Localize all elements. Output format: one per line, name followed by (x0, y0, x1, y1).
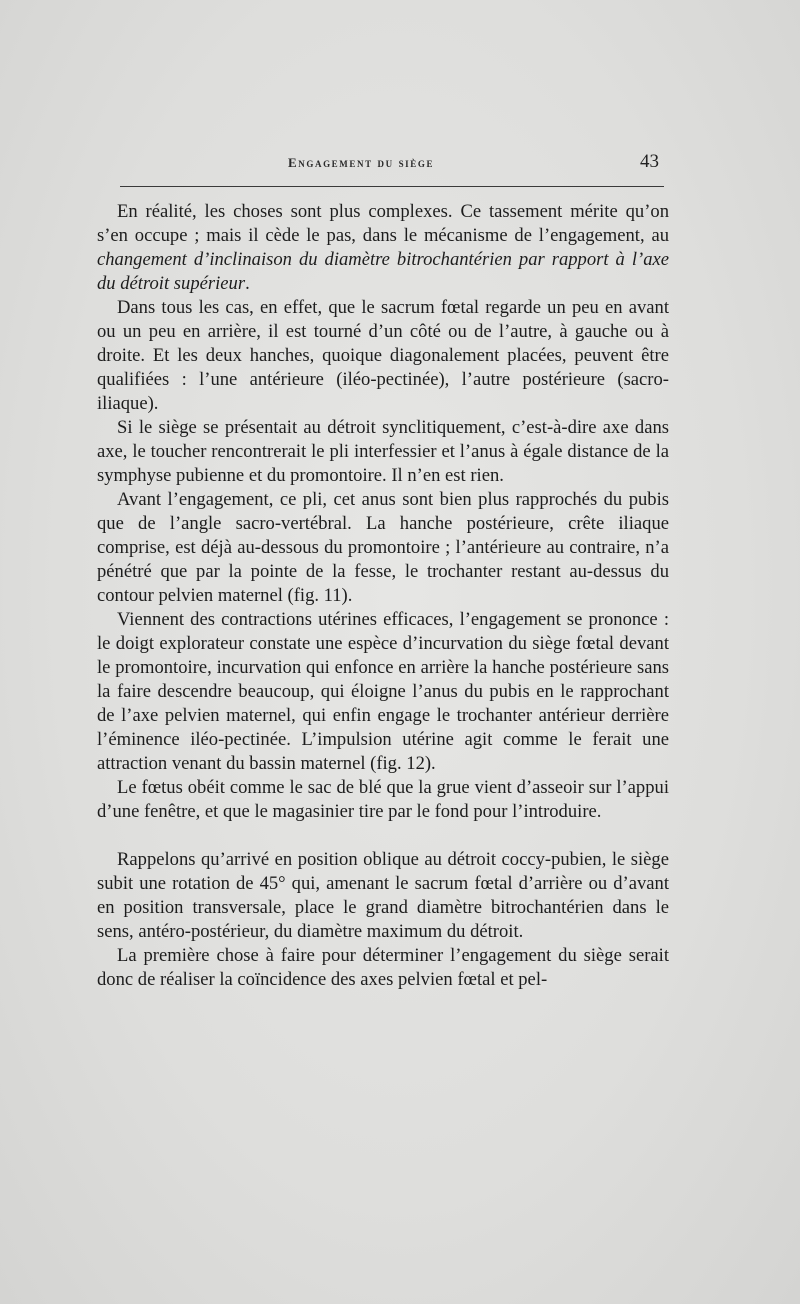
paragraph-7: Rappelons qu’arrivé en position oblique au détroit coccy-pubien, le siège subit une rotation de 45° qui, amenant le sacrum fœtal d’arrière ou d’avant en position transversale, place le grand diamètre bitrochantérien dans le sens, antéro-postérieur, du diamètre maximum du détroit. (97, 849, 669, 942)
paragraph-1 (97, 200, 669, 296)
page-number: 43 (640, 151, 659, 172)
paragraph-1-italic: changement d’inclinaison du diamètre bitrochantérien par rapport à l’axe du détroit supérieur (97, 249, 669, 294)
body-text (97, 200, 669, 992)
paragraph-3: Si le siège se présentait au détroit synclitiquement, c’est-à-dire axe dans axe, le toucher rencontrerait le pli interfessier et l’anus à égale distance de la symphyse pubienne et du promontoire. Il n’en est rien. (97, 417, 669, 486)
paragraph-4: Avant l’engagement, ce pli, cet anus sont bien plus rapprochés du pubis que de l’angle sacro-vertébral. La hanche postérieure, crête iliaque comprise, est déjà au-dessous du promontoire ; l’antérieure au contraire, n’a pénétré que par la pointe de la fesse, le trochanter restant au-dessus du contour pelvien maternel (fig. 11). (97, 489, 669, 606)
running-title: Engagement du siège (288, 155, 435, 170)
paragraph-2: Dans tous les cas, en effet, que le sacrum fœtal regarde un peu en avant ou un peu en arrière, il est tourné d’un côté ou de l’autre, à gauche ou à droite. Et les deux hanches, quoique diagonalement placées, peuvent être qualifiées : l’une antérieure (iléo-pectinée), l’autre postérieure (sacro-iliaque). (97, 297, 669, 414)
paragraph-1-lead: En réalité, les choses sont plus complexes. Ce tassement mérite qu’on s’en occupe ; mais il cède le pas, dans le mécanisme de l’engagement, au (97, 201, 669, 246)
paragraph-1-end: . (245, 273, 250, 294)
page-header (0, 151, 800, 175)
paragraph-8: La première chose à faire pour déterminer l’engagement du siège serait donc de réaliser la coïncidence des axes pelvien fœtal et pel- (97, 945, 669, 990)
paragraph-6: Le fœtus obéit comme le sac de blé que la grue vient d’asseoir sur l’appui d’une fenêtre, et que le magasinier tire par le fond pour l’introduire. (97, 777, 669, 822)
header-rule (120, 186, 664, 187)
paragraph-5: Viennent des contractions utérines efficaces, l’engagement se prononce : le doigt explorateur constate une espèce d’incurvation du siège fœtal devant le promontoire, incurvation qui enfonce en arrière la hanche postérieure sans la faire descendre beaucoup, qui éloigne l’anus du pubis en le rapprochant de l’axe pelvien maternel, qui enfin engage le trochanter antérieur derrière l’éminence iléo-pectinée. L’impulsion utérine agit comme le ferait une attraction venant du bassin maternel (fig. 12). (97, 609, 669, 774)
